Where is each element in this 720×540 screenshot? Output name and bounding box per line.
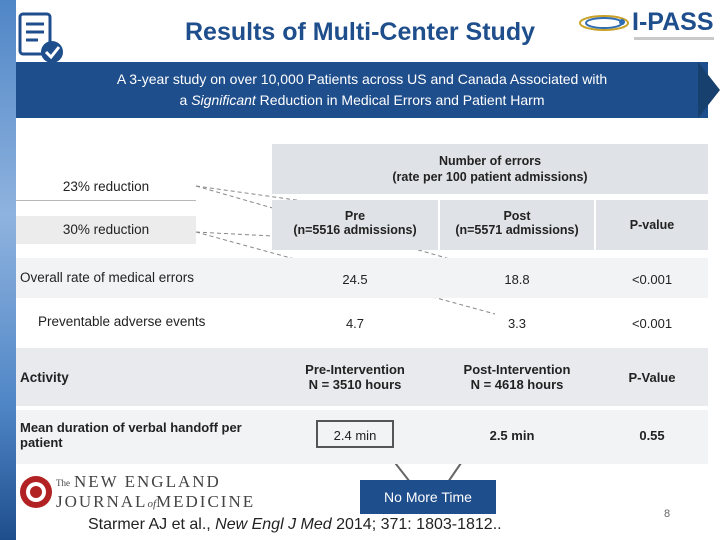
- error-row-1-pre: 24.5: [342, 272, 368, 287]
- errors-pvalue-header: P-value: [596, 200, 708, 250]
- error-row-2-pvalue: <0.001: [631, 316, 673, 331]
- nejm-line-2: JOURNALofMEDICINE: [56, 492, 256, 511]
- no-more-time-callout: No More Time: [360, 480, 496, 514]
- page-number: 8: [664, 508, 671, 520]
- handoff-pre-value: 2.4 min: [316, 420, 394, 448]
- errors-table-title: [272, 144, 708, 194]
- page-title: Results of Multi-Center Study: [184, 18, 535, 46]
- ipass-logo-text: I-PASS: [632, 8, 714, 36]
- error-row-2-pre: 4.7: [345, 316, 365, 331]
- activity-label: Activity: [20, 370, 69, 385]
- nejm-line-1: NEW ENGLAND: [74, 472, 221, 491]
- activity-post-header: Post-Intervention N = 4618 hours: [463, 362, 571, 392]
- error-row-2-label: Preventable adverse events: [38, 314, 206, 329]
- errors-pre-header: Pre (n=5516 admissions): [272, 200, 438, 250]
- nejm-seal-icon: [18, 474, 54, 510]
- errors-title-line-2: (rate per 100 patient admissions): [392, 170, 588, 184]
- handoff-pvalue: 0.55: [639, 428, 665, 443]
- error-row-1-label: Overall rate of medical errors: [20, 270, 195, 285]
- citation: Starmer AJ et al., New Engl J Med 2014; 371: 1803-1812..: [88, 516, 502, 533]
- error-row-1-pvalue: <0.001: [631, 272, 673, 287]
- banner-line-1: A 3-year study on over 10,000 Patients across US and Canada Associated with: [116, 71, 608, 87]
- banner-emphasis: Significant: [191, 92, 256, 108]
- errors-post-header: Post (n=5571 admissions): [440, 200, 594, 250]
- nejm-the: The: [56, 478, 70, 488]
- activity-pre-header: Pre-Intervention N = 3510 hours: [305, 362, 405, 392]
- activity-pvalue-header: P-Value: [628, 370, 676, 385]
- handoff-row-label: Mean duration of verbal handoff per patient: [20, 420, 242, 450]
- banner-line-2: a Significant Reduction in Medical Errors and Patient Harm: [179, 92, 545, 108]
- error-row-2-post: 3.3: [507, 316, 527, 331]
- callout-30-reduction: 30% reduction: [16, 216, 196, 244]
- errors-title-line-1: Number of errors: [438, 154, 542, 168]
- handoff-post-value: 2.5 min: [489, 428, 535, 443]
- error-row-1-post: 18.8: [504, 272, 530, 287]
- nejm-logo: [16, 470, 276, 516]
- callout-23-reduction: 23% reduction: [16, 174, 196, 201]
